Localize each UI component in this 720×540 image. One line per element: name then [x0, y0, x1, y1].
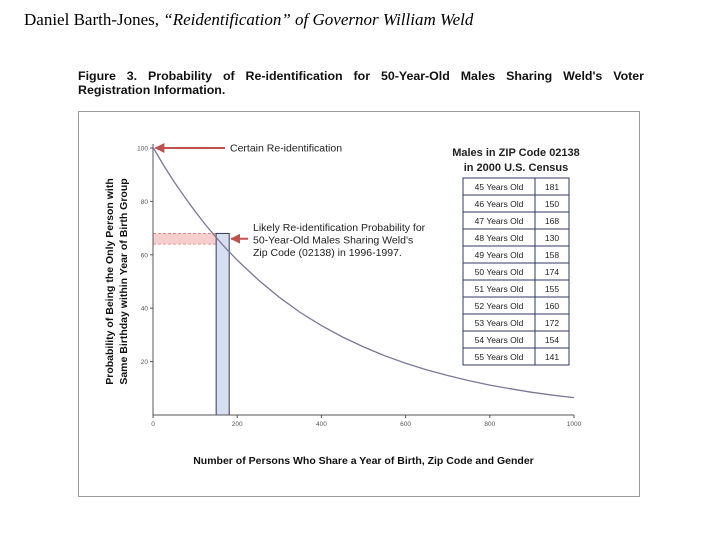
y-tick-label: 40 [140, 305, 148, 313]
census-table-age-cell: 48 Years Old [474, 233, 524, 243]
census-table-age-cell: 51 Years Old [474, 284, 524, 294]
y-axis-label [104, 178, 130, 385]
x-tick-label: 400 [315, 421, 327, 428]
x-tick-label: 1000 [566, 421, 582, 428]
x-tick-label: 200 [231, 421, 243, 428]
y-axis-label-line: Same Birthday within Year of Birth Group [118, 178, 130, 385]
census-table-age-cell: 49 Years Old [474, 250, 524, 260]
census-table-age-cell: 46 Years Old [474, 199, 524, 209]
census-table-count-cell: 160 [544, 301, 560, 311]
y-tick-label: 100 [137, 145, 148, 153]
census-table-count-cell: 150 [544, 199, 560, 209]
y-tick-label: 80 [140, 198, 148, 206]
likely-reidentification-label-line: 50-Year-Old Males Sharing Weld’s [253, 234, 414, 247]
census-table-count-cell: 181 [544, 182, 560, 192]
census-table-count-cell: 158 [544, 250, 560, 260]
census-table-age-cell: 47 Years Old [474, 216, 524, 226]
certain-reidentification-label: Certain Re-identification [230, 142, 343, 155]
x-tick-label: 800 [484, 421, 496, 428]
census-table-count-cell: 174 [544, 267, 560, 277]
census-table-age-cell: 53 Years Old [474, 318, 524, 328]
likely-reidentification-label-line: Likely Re-identification Probability for [253, 221, 426, 234]
census-table-age-cell: 55 Years Old [474, 352, 524, 362]
census-table-count-cell: 141 [544, 352, 560, 362]
chart [79, 112, 639, 496]
census-table-count-cell: 155 [544, 284, 560, 294]
census-table-age-cell: 52 Years Old [474, 301, 524, 311]
census-table-count-cell: 130 [544, 233, 560, 243]
census-table-count-cell: 168 [544, 216, 560, 226]
persons-range-bar [216, 233, 229, 415]
likely-reidentification-label-line: Zip Code (02138) in 1996-1997. [253, 246, 402, 259]
figure-caption: Figure 3. Probability of Re-identification for 50-Year-Old Males Sharing Weld's Voter Registration Information. [78, 69, 644, 97]
page-header [24, 10, 473, 30]
header-author: Daniel Barth-Jones, [24, 10, 160, 29]
census-table-age-cell: 54 Years Old [474, 335, 524, 345]
x-tick-label: 0 [151, 421, 155, 428]
census-table-count-cell: 154 [544, 335, 560, 345]
census-table-age-cell: 50 Years Old [474, 267, 524, 277]
x-tick-label: 600 [400, 421, 412, 428]
census-table-age-cell: 45 Years Old [474, 182, 524, 192]
census-table-title: Males in ZIP Code 02138 [452, 147, 580, 159]
census-table-title: in 2000 U.S. Census [463, 162, 569, 174]
y-tick-label: 20 [140, 359, 148, 367]
y-axis-label-line: Probability of Being the Only Person with [104, 178, 116, 385]
figure-frame [78, 111, 640, 497]
x-axis-label: Number of Persons Who Share a Year of Birth, Zip Code and Gender [193, 455, 534, 467]
header-title: “Reidentification” of Governor William Weld [163, 10, 474, 29]
census-table-count-cell: 172 [544, 318, 560, 328]
y-tick-label: 60 [140, 252, 148, 260]
